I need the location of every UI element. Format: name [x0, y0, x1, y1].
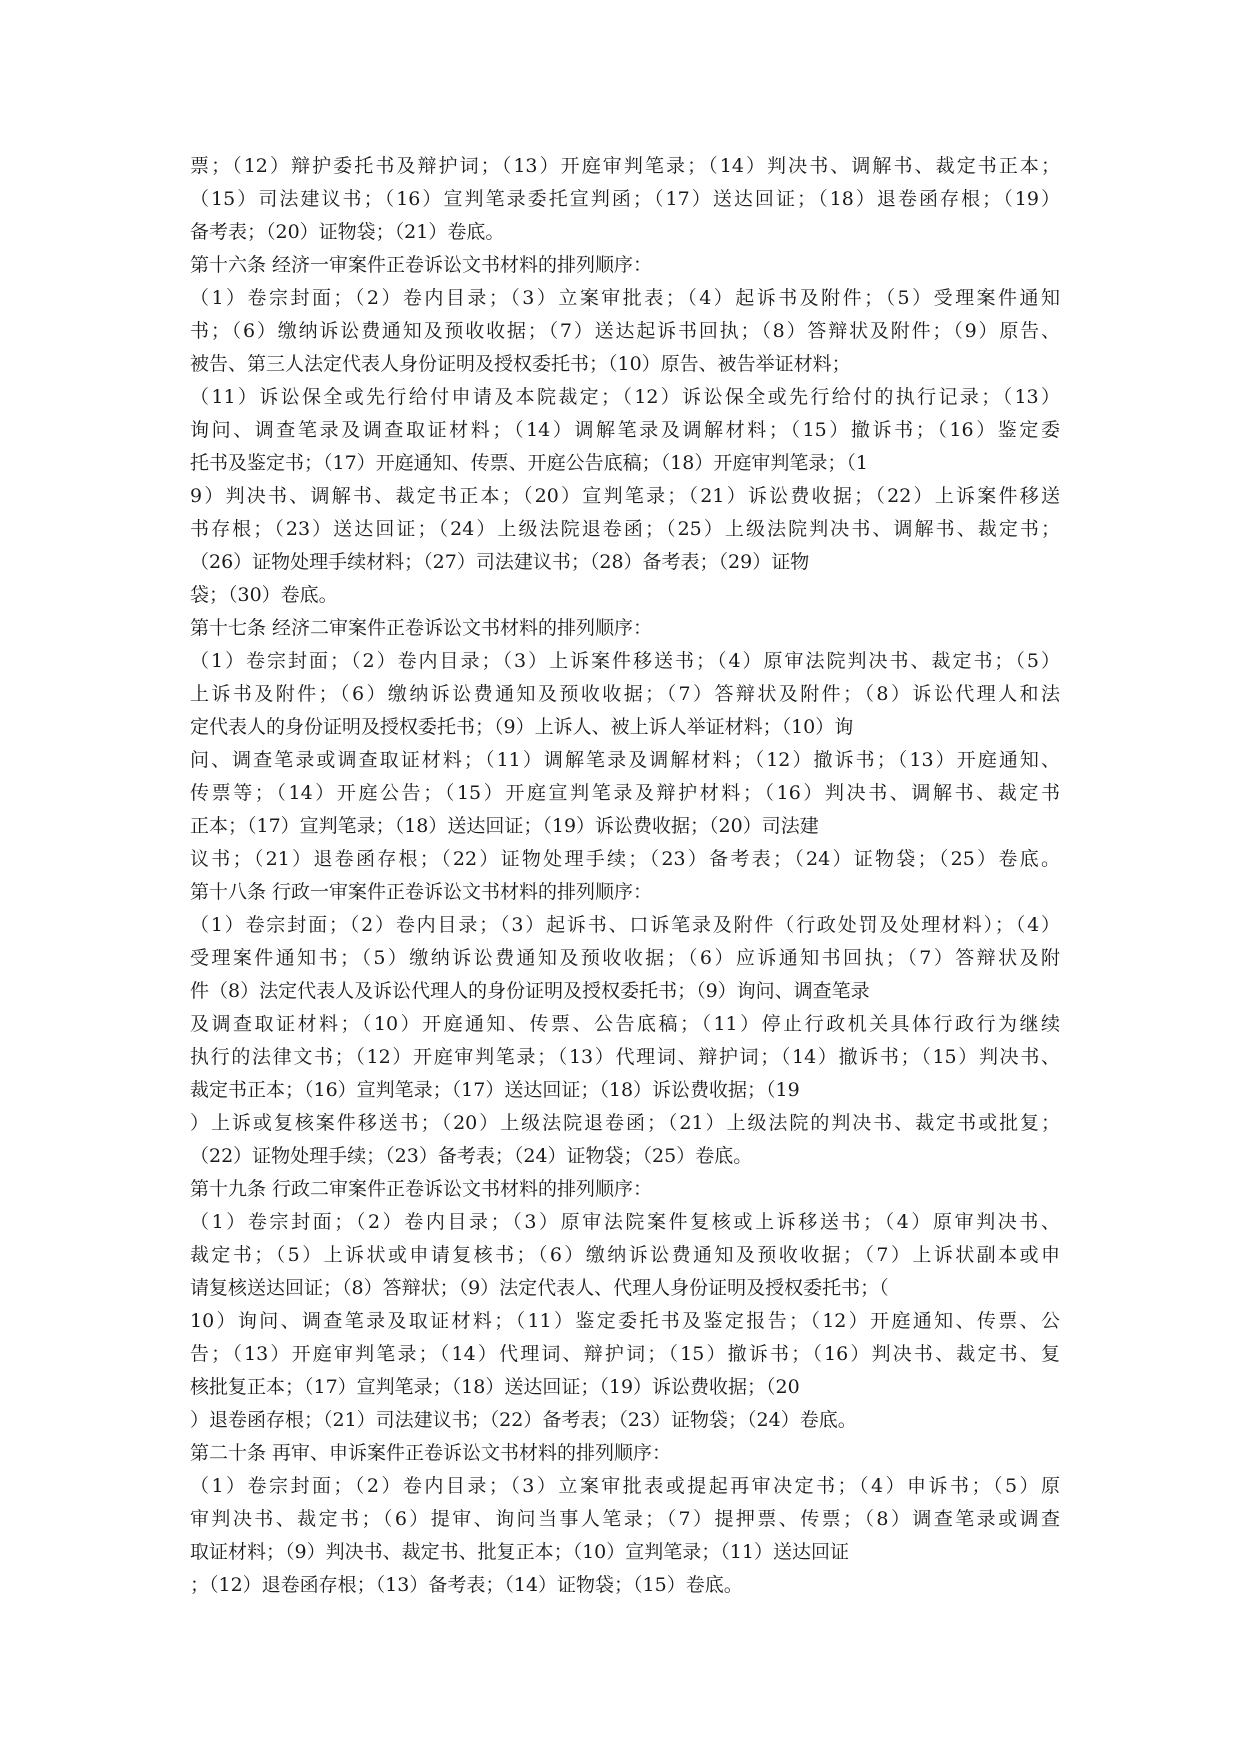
text-line: 审判决书、裁定书；（6）提审、询问当事人笔录；（7）提押票、传票；（8）调查笔录或调查 [190, 1508, 1060, 1530]
text-line: 第十七条 经济二审案件正卷诉讼文书材料的排列顺序： [190, 617, 653, 639]
text-line: 问、调查笔录或调查取证材料；（11）调解笔录及调解材料；（12）撤诉书；（13）开庭通知、 [190, 749, 1060, 771]
text-line: ；（12）退卷函存根；（13）备考表；（14）证物袋；（15）卷底。 [190, 1574, 743, 1596]
document-page [190, 150, 1060, 1602]
text-line: 9）判决书、调解书、裁定书正本；（20）宣判笔录；（21）诉讼费收据；（22）上诉案件移送 [190, 485, 1060, 507]
text-line: 裁定书；（5）上诉状或申请复核书；（6）缴纳诉讼费通知及预收收据；（7）上诉状副本或申 [190, 1244, 1060, 1266]
text-line: 传票等；（14）开庭公告；（15）开庭宣判笔录及辩护材料；（16）判决书、调解书、裁定书 [190, 782, 1060, 804]
text-line: 议书；（21）退卷函存根；（22）证物处理手续；（23）备考表；（24）证物袋；（25）卷底。 [190, 848, 1060, 870]
text-line: （1）卷宗封面；（2）卷内目录；（3）上诉案件移送书；（4）原审法院判决书、裁定书；（5） [190, 650, 1060, 672]
text-line: 裁定书正本；（16）宣判笔录；（17）送达回证；（18）诉讼费收据；（19 [190, 1079, 800, 1101]
text-line: ）上诉或复核案件移送书；（20）上级法院退卷函；（21）上级法院的判决书、裁定书或批复； [190, 1112, 1060, 1134]
text-line: 定代表人的身份证明及授权委托书；（9）上诉人、被上诉人举证材料；（10）询 [190, 716, 854, 738]
text-line: 告；（13）开庭审判笔录；（14）代理词、辩护词；（15）撤诉书；（16）判决书、裁定书、复 [190, 1343, 1060, 1365]
text-line: 书存根；（23）送达回证；（24）上级法院退卷函；（25）上级法院判决书、调解书、裁定书； [190, 518, 1060, 540]
text-line: （11）诉讼保全或先行给付申请及本院裁定；（12）诉讼保全或先行给付的执行记录；（13） [190, 386, 1060, 408]
text-line: 正本；（17）宣判笔录；（18）送达回证；（19）诉讼费收据；（20）司法建 [190, 815, 819, 837]
text-line: 第十八条 行政一审案件正卷诉讼文书材料的排列顺序： [190, 881, 653, 903]
text-line: 请复核送达回证；（8）答辩状；（9）法定代表人、代理人身份证明及授权委托书；（ [190, 1277, 889, 1299]
text-line: ）退卷函存根；（21）司法建议书；（22）备考表；（23）证物袋；（24）卷底。 [190, 1409, 857, 1431]
text-line: 票；（12）辩护委托书及辩护词；（13）开庭审判笔录；（14）判决书、调解书、裁定书正本； [190, 155, 1060, 177]
text-line: 核批复正本；（17）宣判笔录；（18）送达回证；（19）诉讼费收据；（20 [190, 1376, 800, 1398]
text-line: 执行的法律文书；（12）开庭审判笔录；（13）代理词、辩护词；（14）撤诉书；（15）判决书、 [190, 1046, 1060, 1068]
text-line: （1）卷宗封面；（2）卷内目录；（3）原审法院案件复核或上诉移送书；（4）原审判决书、 [190, 1211, 1060, 1233]
text-line: （15）司法建议书；（16）宣判笔录委托宣判函；（17）送达回证；（18）退卷函存根；（19） [190, 188, 1060, 210]
text-line: 被告、第三人法定代表人身份证明及授权委托书；（10）原告、被告举证材料； [190, 353, 851, 375]
text-line: 托书及鉴定书；（17）开庭通知、传票、开庭公告底稿；（18）开庭审判笔录；（1 [190, 452, 868, 474]
text-line: 询问、调查笔录及调查取证材料；（14）调解笔录及调解材料；（15）撤诉书；（16）鉴定委 [190, 419, 1060, 441]
text-line: 备考表；（20）证物袋；（21）卷底。 [190, 221, 505, 243]
text-line: 10）询问、调查笔录及取证材料；（11）鉴定委托书及鉴定报告；（12）开庭通知、传票、公 [190, 1310, 1060, 1332]
text-line: （1）卷宗封面；（2）卷内目录；（3）起诉书、口诉笔录及附件（行政处罚及处理材料）；（4） [190, 914, 1060, 936]
text-line: （1）卷宗封面；（2）卷内目录；（3）立案审批表或提起再审决定书；（4）申诉书；（5）原 [190, 1475, 1060, 1497]
text-line: 件（8）法定代表人及诉讼代理人的身份证明及授权委托书；（9）询问、调查笔录 [190, 980, 870, 1002]
text-line: （26）证物处理手续材料；（27）司法建议书；（28）备考表；（29）证物 [190, 551, 810, 573]
text-line: 袋；（30）卷底。 [190, 584, 338, 606]
text-line: 受理案件通知书；（5）缴纳诉讼费通知及预收收据；（6）应诉通知书回执；（7）答辩状及附 [190, 947, 1060, 969]
text-line: 第二十条 再审、申诉案件正卷诉讼文书材料的排列顺序： [190, 1442, 672, 1464]
text-line: 第十九条 行政二审案件正卷诉讼文书材料的排列顺序： [190, 1178, 653, 1200]
text-line: （1）卷宗封面；（2）卷内目录；（3）立案审批表；（4）起诉书及附件；（5）受理案件通知 [190, 287, 1060, 309]
text-line: 书；（6）缴纳诉讼费通知及预收收据；（7）送达起诉书回执；（8）答辩状及附件；（9）原告、 [190, 320, 1060, 342]
text-line: 取证材料；（9）判决书、裁定书、批复正本；（10）宣判笔录；（11）送达回证 [190, 1541, 849, 1563]
text-line: 上诉书及附件；（6）缴纳诉讼费通知及预收收据；（7）答辩状及附件；（8）诉讼代理人和法 [190, 683, 1060, 705]
text-line: 第十六条 经济一审案件正卷诉讼文书材料的排列顺序： [190, 254, 653, 276]
text-line: （22）证物处理手续；（23）备考表；（24）证物袋；（25）卷底。 [190, 1145, 753, 1167]
text-line: 及调查取证材料；（10）开庭通知、传票、公告底稿；（11）停止行政机关具体行政行为继续 [190, 1013, 1060, 1035]
